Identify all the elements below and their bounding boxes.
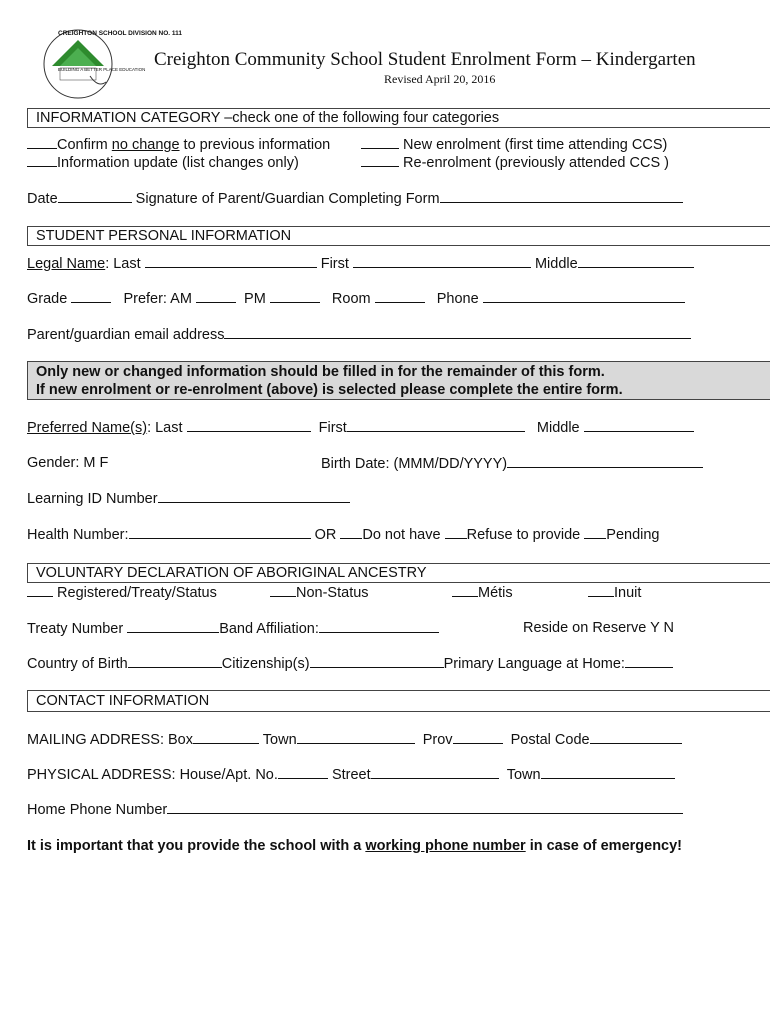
legal-name-row: Legal Name: Last First Middle xyxy=(27,255,694,272)
pending-check[interactable] xyxy=(584,526,606,539)
checkbox-line[interactable] xyxy=(27,136,57,149)
notice-box xyxy=(27,361,770,400)
physical-street-field[interactable] xyxy=(371,766,499,779)
contact-info-title: CONTACT INFORMATION xyxy=(36,693,210,709)
student-personal-info-header xyxy=(27,226,770,246)
refuse-check[interactable] xyxy=(445,526,467,539)
information-category-header xyxy=(27,108,770,128)
metis-option[interactable]: Métis xyxy=(452,584,513,601)
checkbox-line[interactable] xyxy=(361,154,399,167)
health-number-row: Health Number: OR Do not have Refuse to provide Pending xyxy=(27,527,660,543)
legal-middle-field[interactable] xyxy=(578,255,694,268)
physical-address-row: PHYSICAL ADDRESS: House/Apt. No. Street Town xyxy=(27,766,675,783)
reside-on-reserve-field[interactable]: Reside on Reserve Y N xyxy=(523,620,674,636)
band-affiliation-field[interactable] xyxy=(319,620,439,633)
mailing-postal-field[interactable] xyxy=(590,731,682,744)
student-personal-info-title: STUDENT PERSONAL INFORMATION xyxy=(36,228,292,244)
inuit-option[interactable]: Inuit xyxy=(588,584,641,601)
logo-inner-text: BUILDING A BETTER PLACE EDUCATION xyxy=(58,67,146,72)
mailing-address-row: MAILING ADDRESS: Box Town Prov Postal Code xyxy=(27,731,682,748)
mailing-prov-field[interactable] xyxy=(453,731,503,744)
legal-name-label: Legal Name xyxy=(27,256,106,272)
mailing-town-field[interactable] xyxy=(297,731,415,744)
gender-field[interactable]: Gender: M F xyxy=(27,455,109,471)
revised-date: Revised April 20, 2016 xyxy=(384,72,496,86)
citizenship-field[interactable] xyxy=(310,655,444,668)
home-phone-field[interactable] xyxy=(167,801,683,814)
checkbox-line[interactable] xyxy=(361,136,399,149)
confirm-no-change-option[interactable]: Confirm no change to previous information xyxy=(27,136,330,153)
signature-field[interactable] xyxy=(440,190,683,203)
treaty-row: Treaty Number Band Affiliation: xyxy=(27,620,439,637)
preferred-last-field[interactable] xyxy=(187,419,311,432)
pm-field[interactable] xyxy=(270,290,320,303)
signature-label: Signature of Parent/Guardian Completing Form xyxy=(135,191,440,207)
legal-first-field[interactable] xyxy=(353,255,531,268)
physical-town-field[interactable] xyxy=(541,766,675,779)
contact-info-header xyxy=(27,690,770,712)
school-division-logo xyxy=(30,26,126,104)
date-field[interactable] xyxy=(58,190,132,203)
room-field[interactable] xyxy=(375,290,425,303)
non-status-option[interactable]: Non-Status xyxy=(270,584,369,601)
registered-option[interactable]: Registered/Treaty/Status xyxy=(27,584,217,601)
mailing-box-field[interactable] xyxy=(193,731,259,744)
information-category-title: INFORMATION CATEGORY –check one of the following four categories xyxy=(36,110,500,126)
preferred-first-field[interactable] xyxy=(347,419,525,432)
email-row: Parent/guardian email address xyxy=(27,326,691,343)
phone-field[interactable] xyxy=(483,290,685,303)
do-not-have-check[interactable] xyxy=(340,526,362,539)
information-update-option[interactable]: Information update (list changes only) xyxy=(27,154,299,171)
re-enrolment-option[interactable]: Re-enrolment (previously attended CCS ) xyxy=(361,154,669,171)
grade-field[interactable] xyxy=(71,290,111,303)
health-number-field[interactable] xyxy=(129,526,311,539)
legal-last-field[interactable] xyxy=(145,255,317,268)
country-row: Country of Birth Citizenship(s) Primary Language at Home: xyxy=(27,655,673,672)
aboriginal-ancestry-title: VOLUNTARY DECLARATION OF ABORIGINAL ANCESTRY xyxy=(36,565,427,581)
logo-text: CREIGHTON SCHOOL DIVISION NO. 111 xyxy=(58,30,183,37)
preferred-middle-field[interactable] xyxy=(584,419,694,432)
grade-row: Grade Prefer: AM PM Room Phone xyxy=(27,290,685,307)
new-enrolment-option[interactable]: New enrolment (first time attending CCS) xyxy=(361,136,667,153)
birth-date-row: Birth Date: (MMM/DD/YYYY) xyxy=(321,455,703,472)
aboriginal-ancestry-header xyxy=(27,563,770,583)
physical-house-field[interactable] xyxy=(278,766,328,779)
country-of-birth-field[interactable] xyxy=(128,655,222,668)
treaty-number-field[interactable] xyxy=(127,620,219,633)
primary-language-field[interactable] xyxy=(625,655,673,668)
learning-id-row: Learning ID Number xyxy=(27,490,350,507)
notice-line-2: If new enrolment or re-enrolment (above) is selected please complete the entire form. xyxy=(36,382,623,398)
home-phone-row: Home Phone Number xyxy=(27,801,683,818)
form-title: Creighton Community School Student Enrolment Form – Kindergarten xyxy=(154,49,696,70)
date-label: Date xyxy=(27,191,58,207)
learning-id-field[interactable] xyxy=(158,490,350,503)
preferred-name-row: Preferred Name(s): Last First Middle xyxy=(27,419,694,436)
date-signature-row xyxy=(27,190,683,207)
email-field[interactable] xyxy=(224,326,691,339)
emergency-notice: It is important that you provide the school with a working phone number in case of emergency! xyxy=(27,838,683,854)
birth-date-field[interactable] xyxy=(507,455,703,468)
checkbox-line[interactable] xyxy=(27,154,57,167)
notice-line-1: Only new or changed information should be filled in for the remainder of this form. xyxy=(36,364,605,380)
am-field[interactable] xyxy=(196,290,236,303)
